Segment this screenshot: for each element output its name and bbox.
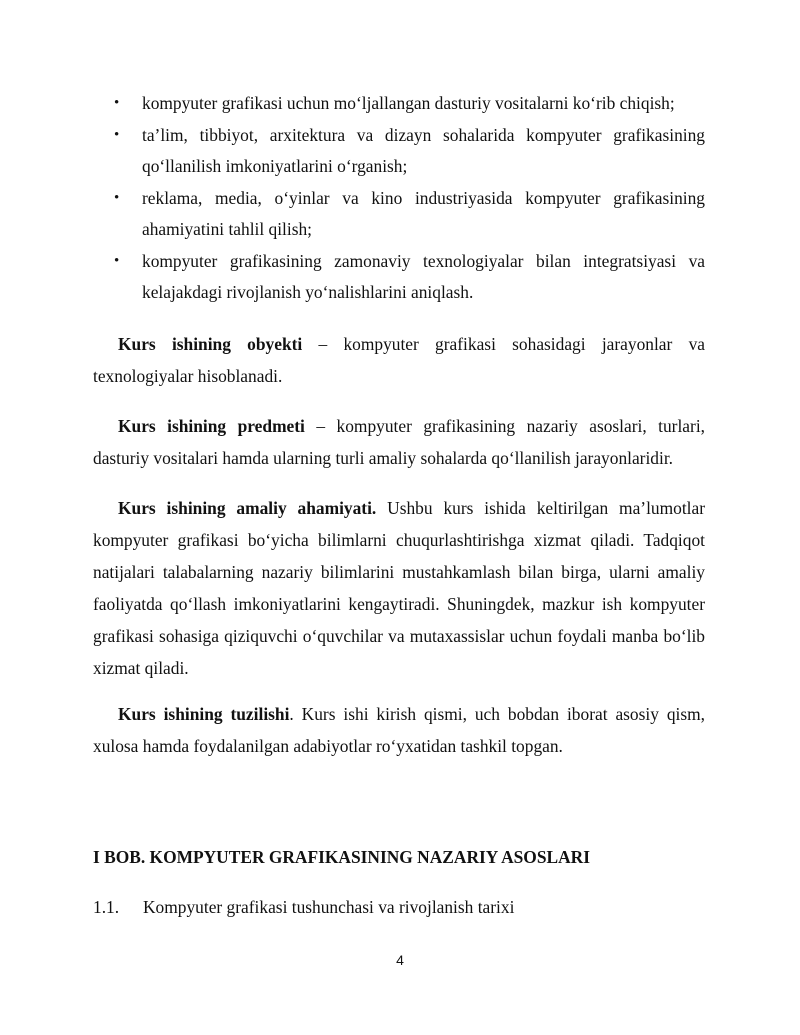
page-number: 4 <box>396 952 404 968</box>
structure-text: . Kurs ishi kirish qismi, uch bobdan iborat asosiy qism, xulosa hamda foydalanilgan adabiyotlar ro‘yxatidan tashkil topgan. <box>93 704 705 756</box>
bullet-icon: • <box>114 95 120 111</box>
bullet-icon: • <box>114 189 120 206</box>
object-text: – kompyuter grafikasi sohasidagi jarayonlar va texnologiyalar hisoblanadi. <box>93 334 705 386</box>
list-item-text: reklama, media, o‘yinlar va kino industriyasida kompyuter grafikasining ahamiyatini tahlil qilish; <box>142 187 705 239</box>
list-item <box>0 246 705 309</box>
objectives-list <box>0 88 800 309</box>
bullet-icon: • <box>114 252 120 269</box>
subject-label: Kurs ishining predmeti <box>118 416 305 436</box>
list-item <box>0 183 705 246</box>
object-paragraph <box>93 328 705 392</box>
list-item-text: ta’lim, tibbiyot, arxitektura va dizayn sohalarida kompyuter grafikasining qo‘llanilish imkoniyatlarini o‘rganish; <box>142 124 705 176</box>
structure-paragraph <box>93 698 705 762</box>
chapter-title: I BOB. KOMPYUTER GRAFIKASINING NAZARIY ASOSLARI <box>93 847 590 867</box>
object-label: Kurs ishining obyekti <box>118 334 303 354</box>
list-item-text: kompyuter grafikasining zamonaviy texnologiyalar bilan integratsiyasi va kelajakdagi rivojlanish yo‘nalishlarini aniqlash. <box>142 250 705 302</box>
significance-paragraph <box>93 492 705 684</box>
section-heading <box>93 893 713 921</box>
list-item <box>0 120 705 183</box>
structure-label: Kurs ishining tuzilishi <box>118 704 290 724</box>
list-item <box>0 88 705 120</box>
significance-text: Ushbu kurs ishida keltirilgan ma’lumotlar kompyuter grafikasi bo‘yicha bilimlarni chuqurlashtirishga xizmat qiladi. Tadqiqot natijalari talabalarning nazariy bilimlarini mustahkamlash bilan birga, ularni amaliy faoliyatda qo‘llash imkoniyatlarini kengaytiradi. Shuningdek, mazkur ish kompyuter grafikasi sohasiga qiziquvchi o‘quvchilar va mutaxassislar uchun foydali manba bo‘lib xizmat qiladi. <box>93 498 706 678</box>
bullet-icon: • <box>114 126 120 143</box>
section-number: 1.1. <box>93 897 120 917</box>
significance-label: Kurs ishining amaliy ahamiyati. <box>118 498 377 518</box>
list-item-text: kompyuter grafikasi uchun mo‘ljallangan dasturiy vositalarni ko‘rib chiqish; <box>142 93 675 113</box>
section-title: Kompyuter grafikasi tushunchasi va rivojlanish tarixi <box>143 897 515 917</box>
subject-text: – kompyuter grafikasining nazariy asoslari, turlari, dasturiy vositalari hamda ularning turli amaliy sohalarda qo‘llanilish jarayonlaridir. <box>93 416 705 468</box>
subject-paragraph <box>93 410 705 474</box>
